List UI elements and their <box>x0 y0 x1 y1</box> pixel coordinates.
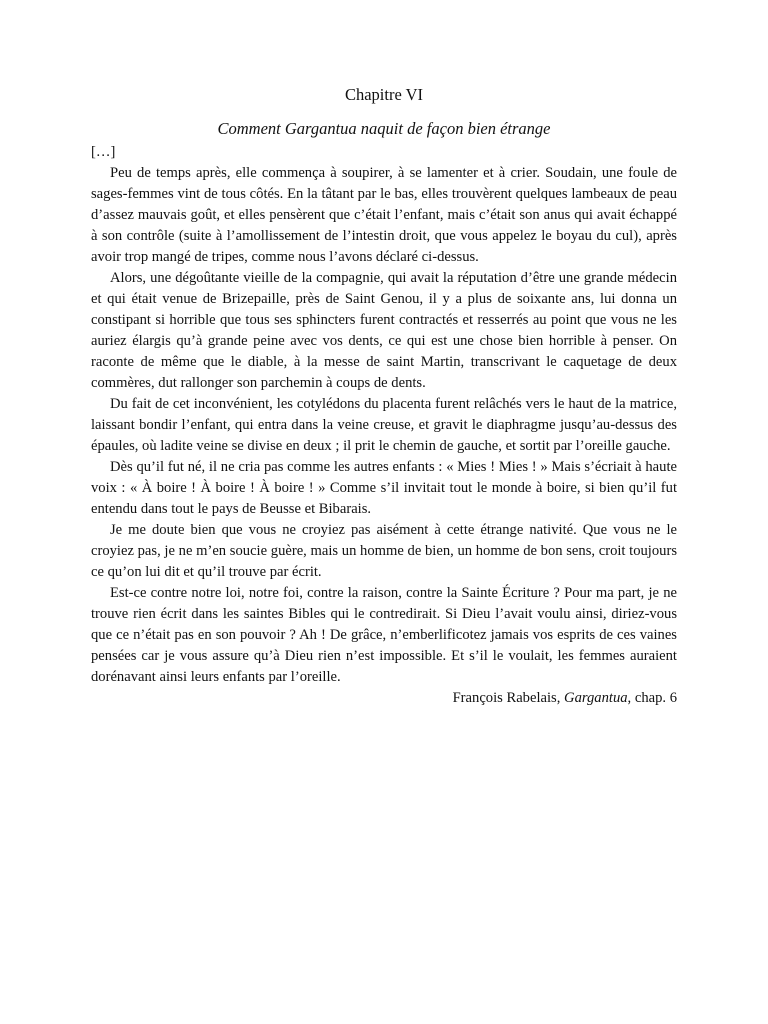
attribution <box>91 688 677 709</box>
chapter-title: Chapitre VI <box>344 85 424 104</box>
attribution-author: François Rabelais, <box>452 690 565 706</box>
paragraph-4: Dès qu’il fut né, il ne cria pas comme les autres enfants : « Mies ! Mies ! » Mais s’écriait à haute voix : « À boire ! À boire ! À boire ! » Comme s’il invitait tout le monde à boire, si bien qu’il fut entendu dans tout le pays de Beusse et Bibarais. <box>91 459 677 517</box>
omission-marker: […] <box>91 144 116 160</box>
paragraph-5: Je me doute bien que vous ne croyiez pas aisément à cette étrange nativité. Que vous ne le croyiez pas, je ne m’en soucie guère, mais un homme de bien, un homme de bon sens, croit toujours ce qu’on lui dit et qu’il trouve par écrit. <box>91 522 677 580</box>
paragraph-2: Alors, une dégoûtante vieille de la compagnie, qui avait la réputation d’être une grande médecin et qui était venue de Brizepaille, près de Saint Genou, il y a plus de soixante ans, lui donna un constipant si horrible que tous ses sphincters furent contractés et resserrés au point que vous ne les auriez élargis qu’à grande peine avec vos dents, ce qui est une chose bien horrible à penser. On raconte de même que le diable, à la messe de saint Martin, transcrivant le caquetage de deux commères, dut rallonger son parchemin à coups de dents. <box>91 270 677 391</box>
paragraph-3: Du fait de cet inconvénient, les cotylédons du placenta furent relâchés vers le haut de la matrice, laissant bondir l’enfant, qui entra dans la veine creuse, et gravit le diaphragme jusqu’au-dessus des épaules, où ladite veine se divise en deux ; il prit le chemin de gauche, et sortit par l’oreille gauche. <box>91 396 677 454</box>
chapter-subtitle: Comment Gargantua naquit de façon bien étrange <box>217 119 551 138</box>
paragraph-6: Est-ce contre notre loi, notre foi, contre la raison, contre la Sainte Écriture ? Pour ma part, je ne trouve rien écrit dans les saintes Bibles qui le contredirait. Si Dieu l’avait voulu ainsi, diriez-vous que ce n’était pas en son pouvoir ? Ah ! De grâce, n’emberlificotez jamais vos esprits de ces vaines pensées car je vous assure qu’à Dieu rien n’est impossible. Et s’il le voulait, les femmes auraient dorénavant ainsi leurs enfants par l’oreille. <box>91 585 677 685</box>
document-page <box>91 84 677 709</box>
attribution-reference: , chap. 6 <box>627 690 677 706</box>
paragraph-1: Peu de temps après, elle commença à soupirer, à se lamenter et à crier. Soudain, une foule de sages-femmes vint de tous côtés. En la tâtant par le bas, elles trouvèrent quelques lambeaux de peau d’assez mauvais goût, et elles pensèrent que c’était l’enfant, mais c’était son anus qui avait échappé à son contrôle (suite à l’amollissement de l’intestin droit, que vous appelez le boyau du cul), après avoir trop mangé de tripes, comme nous l’avons déclaré ci-dessus. <box>91 165 677 265</box>
attribution-work: Gargantua <box>564 690 628 706</box>
